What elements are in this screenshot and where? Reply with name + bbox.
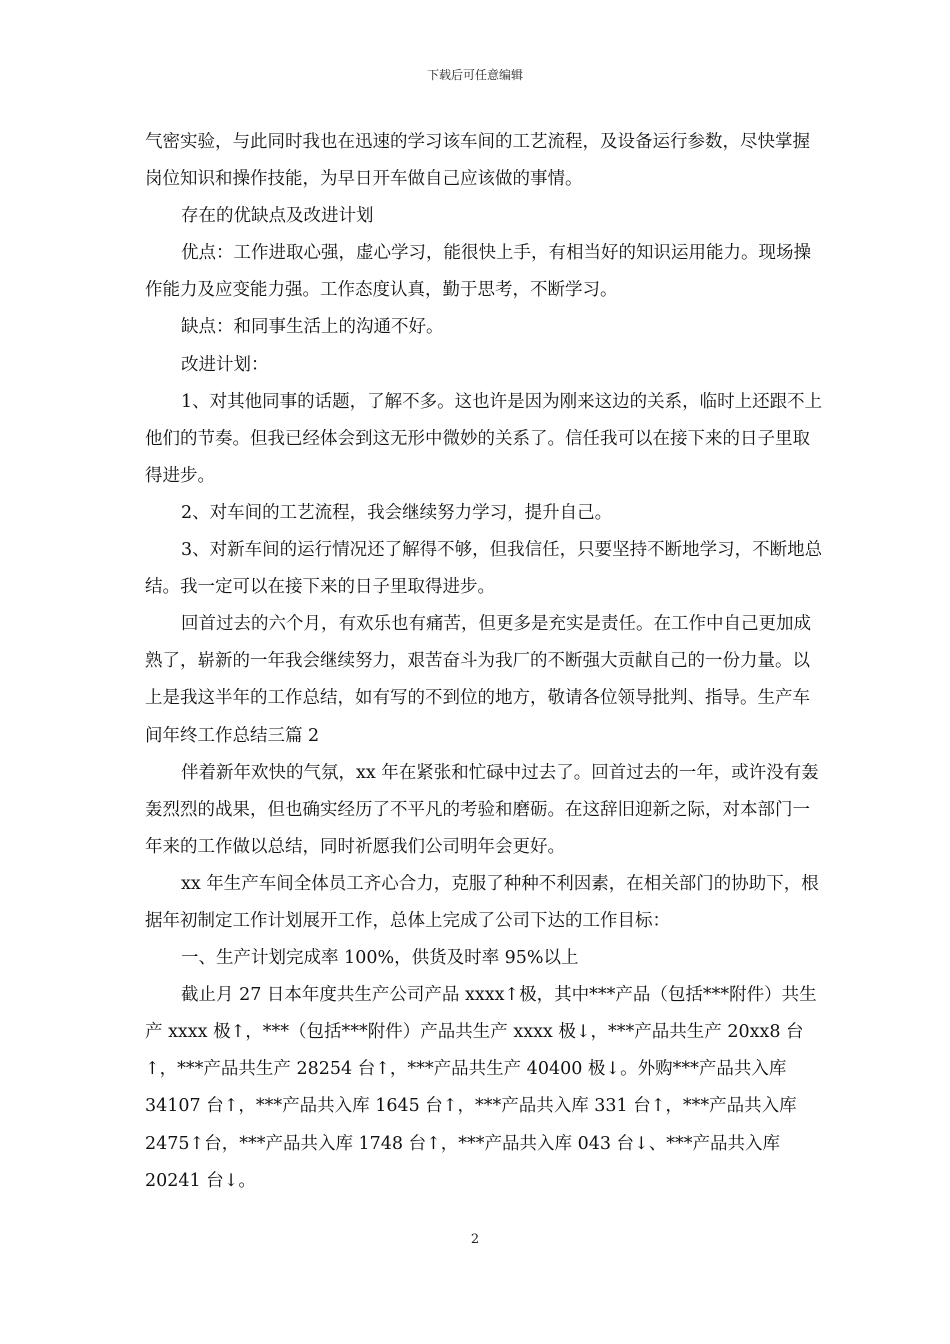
- paragraph: 回首过去的六个月，有欢乐也有痛苦，但更多是充实是责任。在工作中自己更加成熟了，崭新的一年我会继续努力，艰苦奋斗为我厂的不断强大贡献自己的一份力量。以上是我这半年的工作总结，如有写的不到位的地方，敬请各位领导批判、指导。生产车间年终工作总结三篇 2: [145, 614, 811, 746]
- paragraph: 气密实验，与此同时我也在迅速的学习该车间的工艺流程，及设备运行参数，尽快掌握岗位知识和操作技能，为早日开车做自己应该做的事情。: [145, 132, 810, 190]
- paragraph: 截止月 27 日本年度共生产公司产品 xxxx↑极，其中***产品（包括***附件）共生产 xxxx 极↑，***（包括***附件）产品共生产 xxxx 极↓，***产品共生产 20xx8 台↑，***产品共生产 28254 台↑，***产品共生产 40400 极↓。外购***产品共入库 34107 台↑，***产品共入库 1645 台↑，***产品共入库 331 台↑，***产品共入库 2475↑台，***产品共入库 1748 台↑，***产品共入库 043 台↓、***产品共入库 20241 台↓。: [145, 985, 817, 1191]
- page-header: 下载后可任意编辑: [426, 68, 523, 82]
- section-heading: 存在的优缺点及改进计划: [181, 206, 374, 227]
- paragraph: 缺点：和同事生活上的沟通不好。: [181, 317, 444, 338]
- list-item: 3、对新车间的运行情况还了解得不够，但我信任，只要坚持不断地学习，不断地总结。我一定可以在接下来的日子里取得进步。: [145, 540, 823, 598]
- paragraph: 改进计划：: [181, 354, 269, 375]
- section-heading: 一、生产计划完成率 100%，供货及时率 95%以上: [181, 948, 579, 969]
- list-item: 1、对其他同事的话题，了解不多。这也许是因为刚来这边的关系，临时上还跟不上他们的节奏。但我已经体会到这无形中微妙的关系了。信任我可以在接下来的日子里取得进步。: [145, 391, 823, 486]
- paragraph: 伴着新年欢快的气氛，xx 年在紧张和忙碌中过去了。回首过去的一年，或许没有轰轰烈烈的战果，但也确实经历了不平凡的考验和磨砺。在这辞旧迎新之际，对本部门一年来的工作做以总结，同时祈愿我们公司明年会更好。: [145, 762, 819, 857]
- paragraph: 优点：工作进取心强，虚心学习，能很快上手，有相当好的知识运用能力。现场操作能力及应变能力强。工作态度认真，勤于思考，不断学习。: [145, 243, 811, 301]
- page-number: 2: [470, 1232, 480, 1247]
- list-item: 2、对车间的工艺流程，我会继续努力学习，提升自己。: [181, 502, 613, 523]
- paragraph: xx 年生产车间全体员工齐心合力，克服了种种不利因素，在相关部门的协助下，根据年初制定工作计划展开工作，总体上完成了公司下达的工作目标：: [145, 873, 819, 931]
- document-body: [145, 124, 825, 1200]
